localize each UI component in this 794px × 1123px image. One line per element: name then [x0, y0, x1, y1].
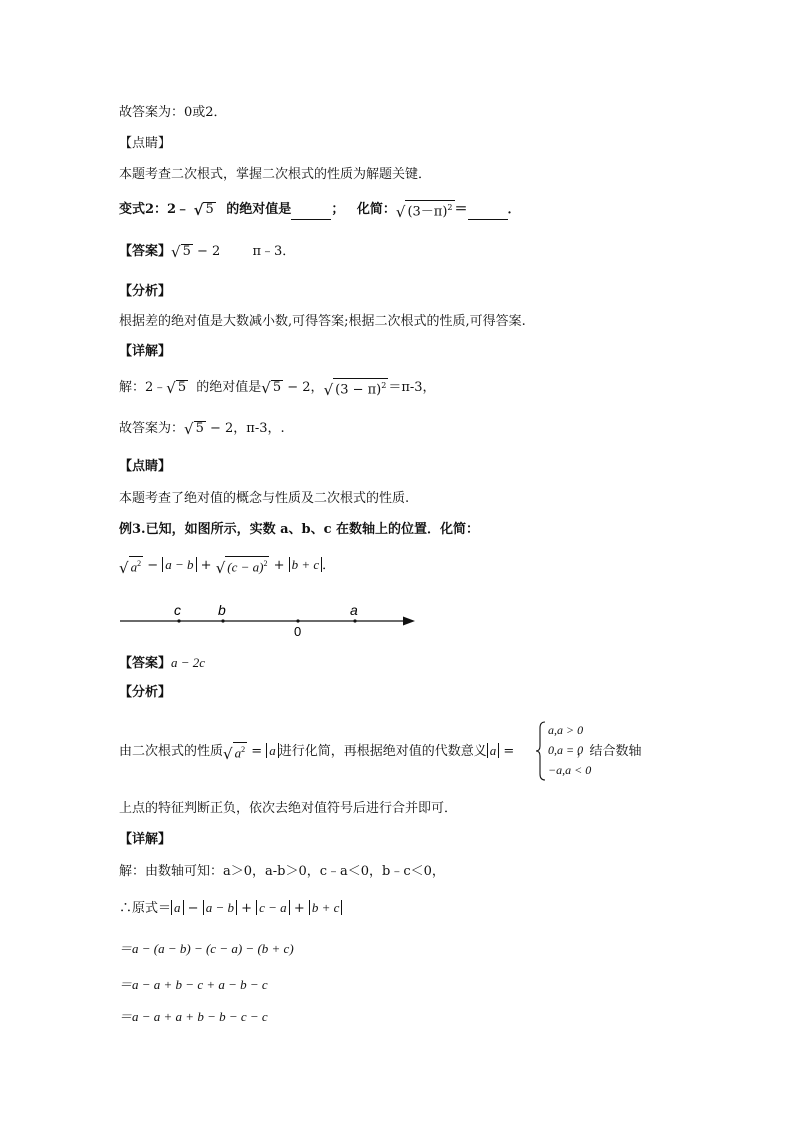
xj2-line-3: [119, 940, 294, 958]
dianjing-text-1-content: 本题考查二次根式，掌握二次根式的性质为解题关键．: [119, 167, 432, 182]
point-a: [353, 619, 356, 622]
expr-a-exp: 2: [137, 559, 142, 569]
dianjing-text-2-content: 本题考查了绝对值的概念与性质及二次根式的性质.: [119, 491, 410, 506]
dianjing-title-1-text: 【点睛】: [119, 136, 172, 151]
fenxi-2-eq2: =: [499, 744, 519, 759]
example-3-text: 例3.已知，如图所示，实数 a、b、c 在数轴上的位置．化简：: [119, 522, 480, 537]
piecewise-case-2: 0,a = 0: [548, 743, 584, 757]
piecewise-cases: [548, 720, 591, 780]
answer-xj1-tail: − 2，π-3，.: [205, 421, 285, 436]
exp-2: 2: [447, 203, 453, 212]
expr-sqrt-c-minus-a: √ $(c - a)^2$: [216, 556, 270, 574]
xj1-sqrt-5: √ 5: [166, 379, 187, 398]
label-b: b: [218, 602, 226, 618]
fenxi-title-2-text: 【分析】: [119, 685, 172, 700]
fenxi-title-1-text: 【分析】: [119, 284, 172, 299]
xj2-abs-b-plus-c: b + c: [309, 900, 343, 915]
answer-xj1-prefix: 故答案为：: [119, 421, 185, 436]
fenxi-2-cont: [119, 800, 457, 818]
answer-2-radicand: 5: [182, 244, 191, 259]
point-zero: [296, 619, 299, 622]
answer-xj1-radicand: 5: [195, 421, 204, 436]
expr-radicand: (c − a): [227, 559, 264, 575]
dianjing-text-1: [119, 166, 431, 184]
fenxi-2-sqrt-a2: √ $a^2$: [223, 742, 247, 760]
answer-blank-1: [291, 201, 331, 220]
xj1-radicand: 5: [177, 380, 187, 396]
answer-2-line: [119, 243, 295, 261]
label-a: a: [350, 602, 358, 618]
xj1-radicand-3-pi: (3 − π): [335, 382, 382, 398]
example-3-question: [119, 521, 479, 539]
fenxi-2-radicand: a: [234, 745, 242, 761]
xj2-abs-c-minus-a: c − a: [256, 900, 290, 915]
dianjing-text-2: [119, 490, 409, 508]
xj1-exp: 2: [381, 381, 387, 390]
xj2-op3: +: [289, 901, 309, 916]
xj2-abs-a-minus-b: a − b: [203, 900, 237, 915]
number-line-arrow: [403, 617, 415, 626]
point-b: [221, 619, 224, 622]
answer-xj1-line: [119, 420, 285, 438]
xiangjie-title-1-text: 【详解】: [119, 344, 172, 359]
fenxi-2-post: ，结合数轴: [576, 744, 642, 759]
radicand-3-minus-pi: (3－π): [407, 204, 448, 220]
answer-3-value: a − 2c: [171, 655, 206, 670]
fenxi-text-1: [119, 313, 526, 331]
xj1-tail2: − 2，: [283, 380, 324, 396]
expr-abs-b-plus-c: b + c: [289, 557, 323, 572]
dianjing-title-2-text: 【点睛】: [119, 459, 172, 474]
xj1-radicand-2: 5: [272, 380, 282, 396]
piecewise-case-1: a,a > 0: [548, 723, 584, 737]
xj2-line-4: [119, 976, 268, 994]
variant-2-mid: 的绝对值是: [226, 202, 292, 218]
expr-sqrt-a2: √ $a^2$: [119, 556, 143, 574]
variant-2-prefix: 变式2：2﹣: [119, 202, 190, 218]
answer-3-line: [119, 654, 205, 673]
dianjing-title-1: [119, 135, 171, 153]
xj1-mid: 的绝对值是: [196, 380, 262, 396]
xj1-end: ＝π-3，: [388, 380, 436, 396]
xj1-prefix: 解：2﹣: [119, 380, 167, 396]
variant-2-end: ．: [507, 202, 521, 218]
xj2-line-5: [119, 1008, 268, 1026]
number-line-figure: [115, 596, 425, 642]
answer-prev-text: 故答案为：0或2．: [119, 105, 227, 120]
sqrt-3-minus-pi: √ $(3-\pi)^2$: [396, 200, 455, 219]
fenxi-title-2: [119, 684, 171, 702]
fenxi-2-exp: 2: [241, 745, 246, 755]
expr-op3: +: [269, 558, 289, 573]
xj2-line-1-text: 解：由数轴可知：a＞0，a-b＞0，c﹣a＜0，b﹣c＜0，: [119, 864, 445, 879]
xj2-op2: +: [236, 901, 257, 916]
answer-line-prev: [119, 104, 227, 122]
fenxi-title-1: [119, 283, 171, 301]
variant-2-sep: ；: [331, 202, 345, 218]
label-zero: 0: [294, 624, 302, 639]
fenxi-2-cont-text: 上点的特征判断正负，依次去绝对值符号后进行合并即可．: [119, 801, 458, 816]
xiangjie-1-line: [119, 378, 436, 400]
answer-xj1-sqrt: √ 5: [184, 420, 204, 438]
example-3-expression: [119, 556, 335, 575]
fenxi-2-eq: =: [247, 744, 267, 759]
xiangjie-title-2-text: 【详解】: [119, 832, 172, 847]
expr-abs-a-minus-b: a − b: [162, 557, 196, 572]
answer-2-label: 【答案】: [119, 244, 172, 259]
expr-a: a: [130, 559, 138, 575]
fenxi-2-abs-a2: a: [487, 743, 500, 758]
answer-2-sqrt: √ 5: [171, 243, 191, 261]
xj2-line2-pre: ∴原式＝: [119, 901, 172, 916]
expr-op1: −: [143, 558, 163, 573]
expr-op2: +: [196, 558, 216, 573]
variant-2-simplify: 化简：: [356, 202, 396, 218]
variant-2-eq: ＝: [454, 202, 468, 218]
xj1-sqrt-5b: √ 5: [261, 379, 282, 398]
xj2-op1: −: [183, 901, 203, 916]
fenxi-text-1-content: 根据差的绝对值是大数减小数,可得答案;根据二次根式的性质,可得答案.: [119, 314, 526, 329]
fenxi-2-pre: 由二次根式的性质: [119, 744, 224, 759]
answer-3-label: 【答案】: [119, 656, 172, 671]
answer-blank-2: [468, 201, 508, 220]
xiangjie-title-2: [119, 831, 171, 849]
xj2-line-4-text: ＝a − a + b − c + a − b − c: [119, 977, 268, 992]
xj1-sqrt-3-pi: √ $(3 - \pi)^2$: [324, 378, 389, 397]
fenxi-2-abs-a: a: [266, 743, 279, 758]
answer-2-val1-tail: − 2: [192, 244, 221, 259]
piecewise-brace: [535, 720, 547, 782]
variant-2-question: [119, 200, 521, 220]
dianjing-title-2: [119, 458, 171, 476]
xj2-line-3-text: ＝a − (a − b) − (c − a) − (b + c): [119, 941, 294, 956]
xj2-line-5-text: ＝a − a + a + b − b − c − c: [119, 1009, 268, 1024]
label-c: c: [174, 602, 181, 618]
xj2-abs-a: a: [171, 900, 184, 915]
fenxi-2-mid: 进行化简，再根据绝对值的代数意义: [278, 744, 487, 759]
answer-2-val2: π﹣3．: [252, 244, 296, 259]
sqrt-5-radicand: 5: [205, 202, 214, 218]
xj2-line-1: [119, 863, 445, 881]
expr-exp2: 2: [263, 559, 268, 569]
xiangjie-title-1: [119, 343, 171, 361]
xj2-line-2: [119, 899, 342, 918]
sqrt-5: √ 5: [193, 201, 214, 220]
expr-end: ．: [322, 558, 336, 573]
piecewise-case-3: −a,a < 0: [548, 763, 592, 777]
point-c: [177, 619, 180, 622]
